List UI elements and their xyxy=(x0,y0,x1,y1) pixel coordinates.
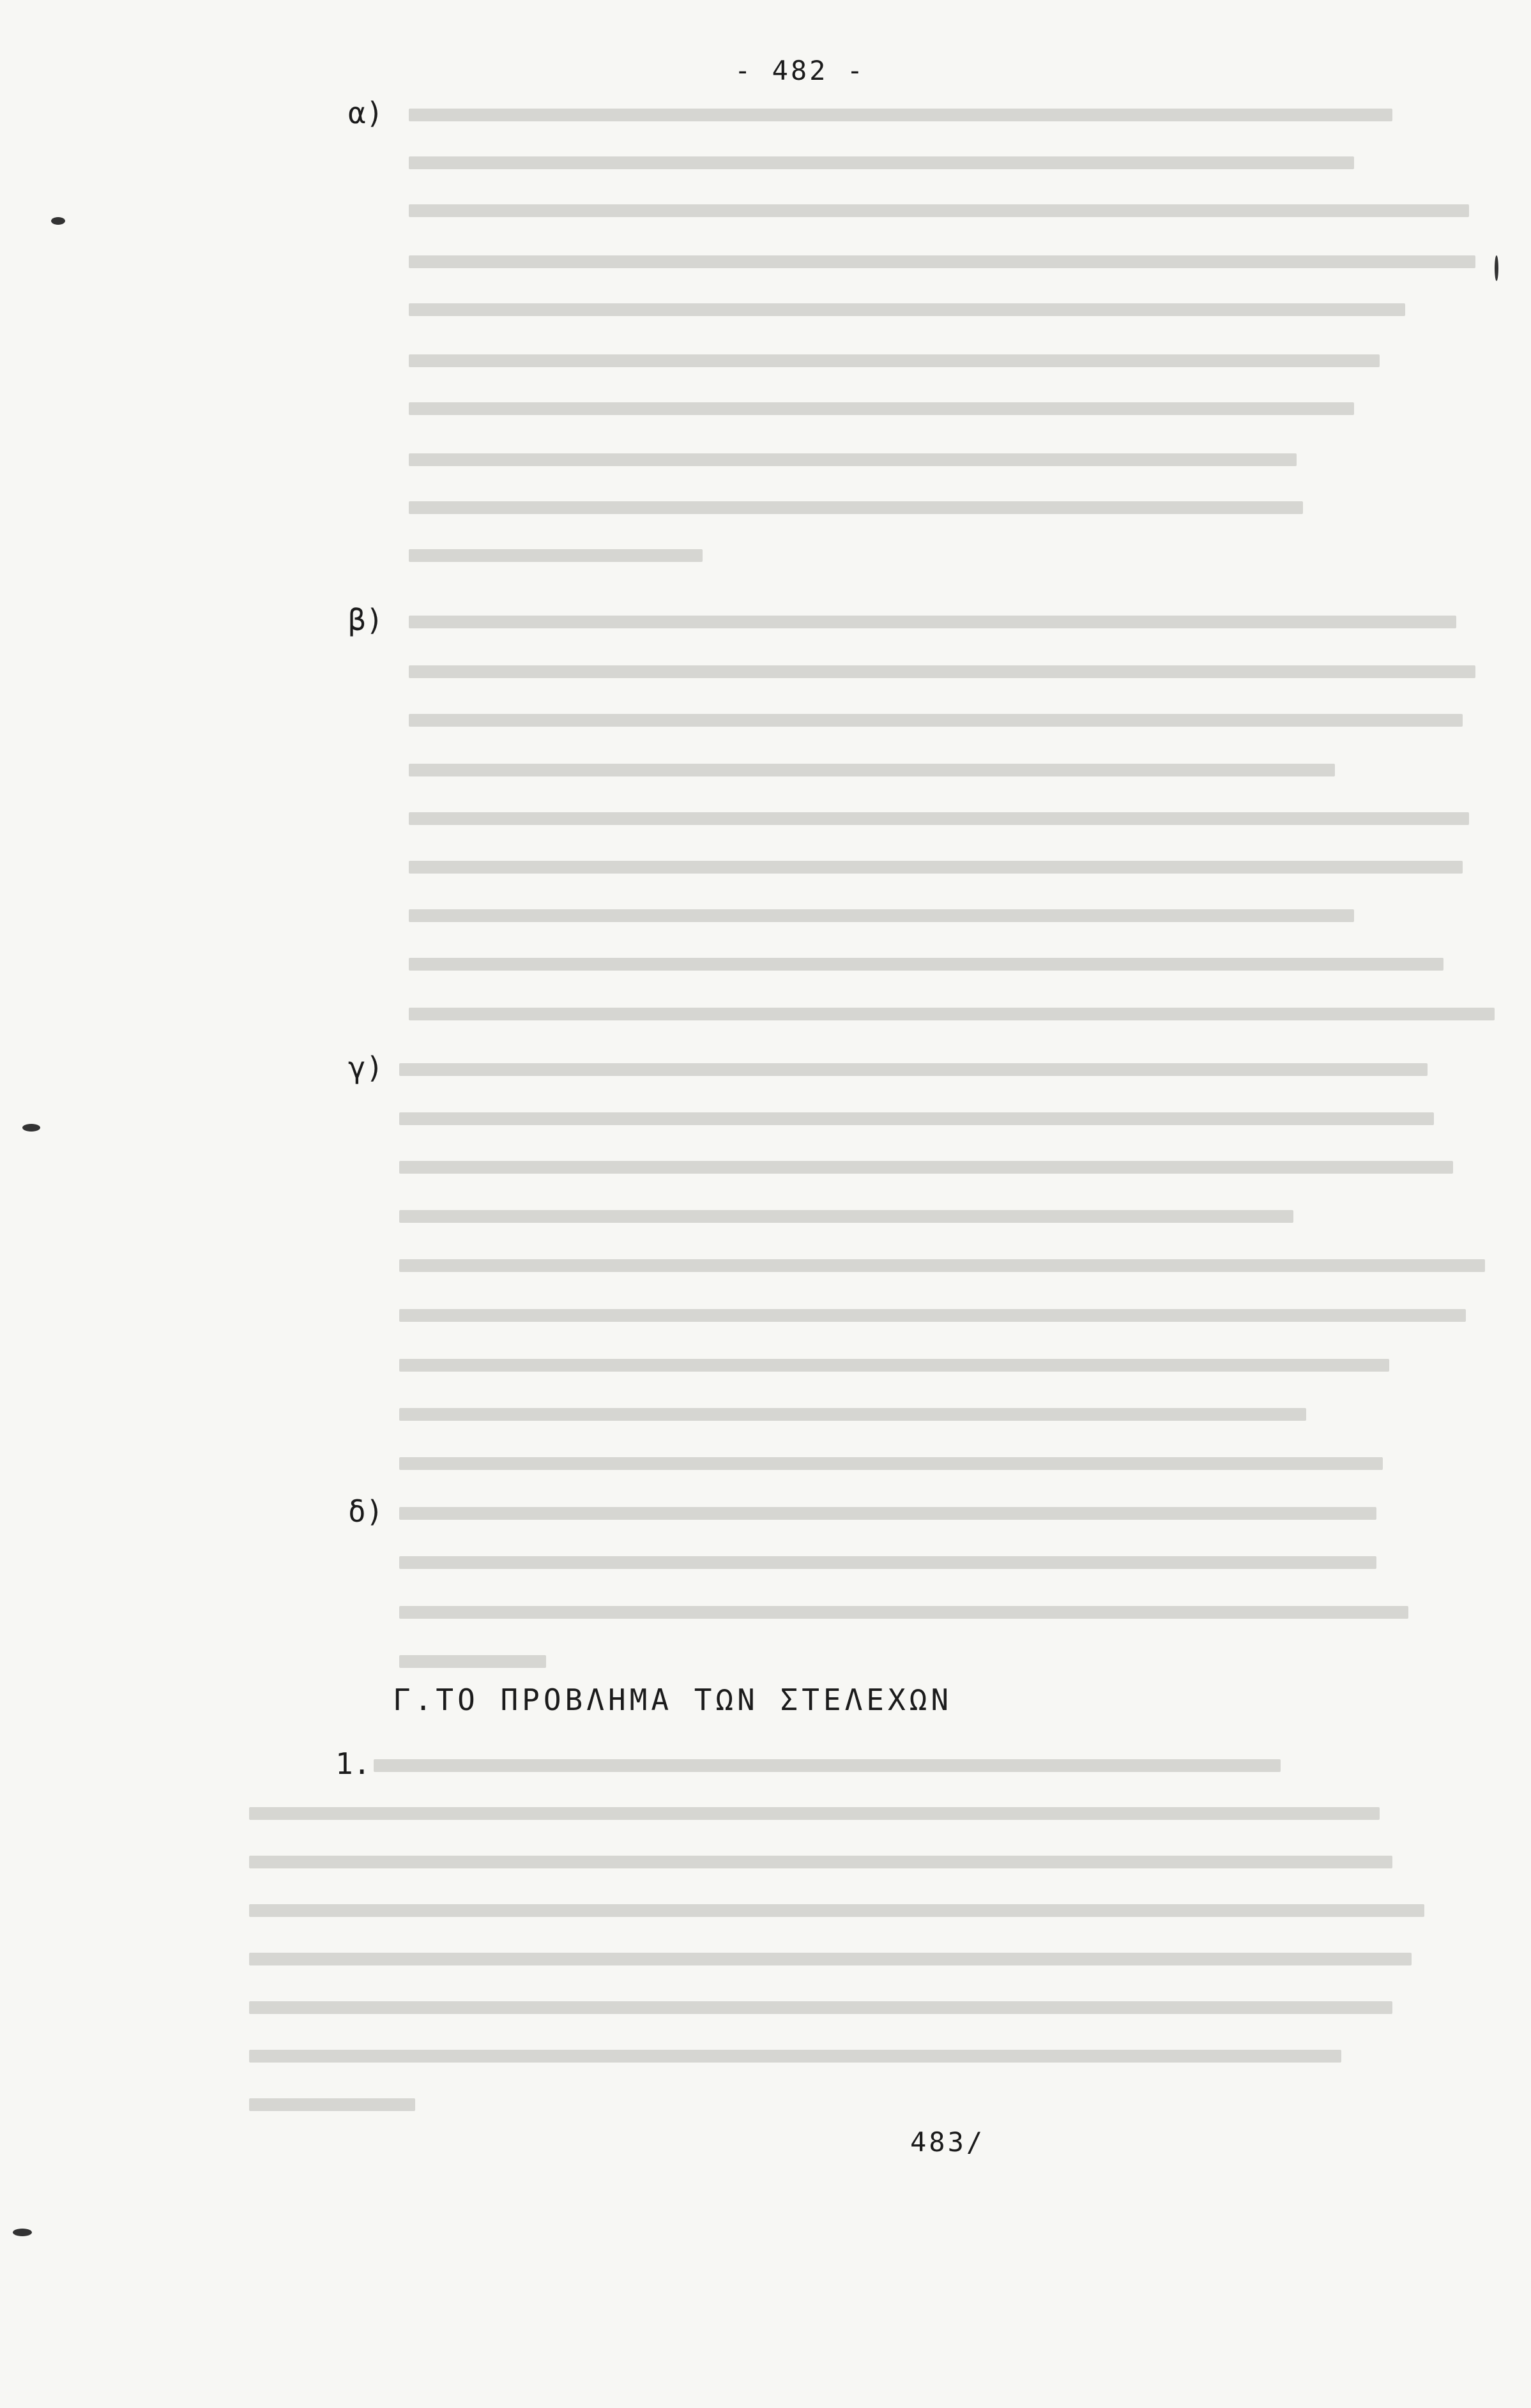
paragraph-marker-a: α) xyxy=(348,96,384,130)
scan-mark xyxy=(1495,255,1498,281)
paragraph-marker-1: 1. xyxy=(335,1746,371,1781)
page-number-top: - 482 - xyxy=(735,55,866,86)
page-number-bottom: 483/ xyxy=(910,2126,986,2158)
section-title: Γ.ΤΟ ΠΡΟΒΛΗΜΑ ΤΩΝ ΣΤΕΛΕΧΩΝ xyxy=(393,1683,953,1717)
scan-mark xyxy=(22,1124,40,1132)
scan-mark xyxy=(51,217,65,225)
scan-mark xyxy=(13,2229,32,2236)
paragraph-marker-b: β) xyxy=(348,603,384,637)
paragraph-marker-c: γ) xyxy=(348,1050,384,1085)
paragraph-marker-d: δ) xyxy=(348,1494,384,1529)
